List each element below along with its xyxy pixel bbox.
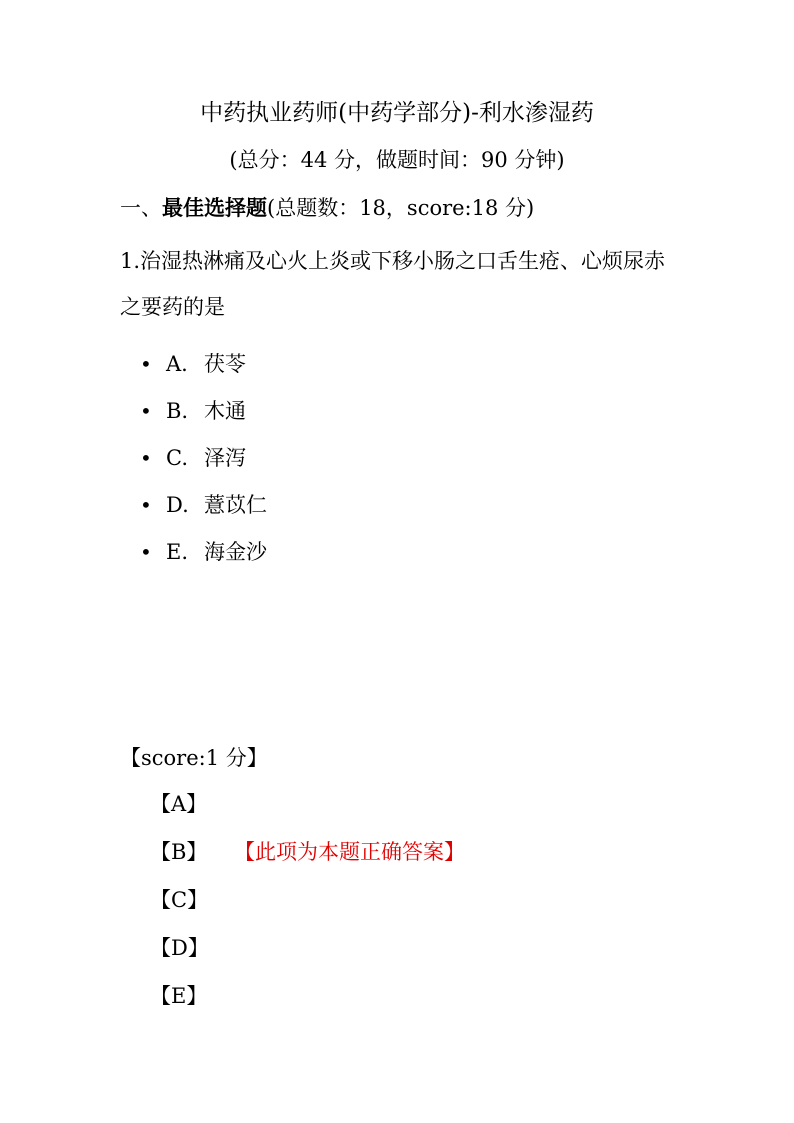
option-letter: A. [166, 352, 188, 376]
option-text: 薏苡仁 [204, 493, 267, 517]
option-text: 木通 [204, 399, 246, 423]
option-text: 泽泻 [204, 446, 246, 470]
bullet-icon: • [140, 493, 152, 517]
doc-title: 中药执业药师(中药学部分)-利水渗湿药 [200, 100, 594, 126]
correct-answer-note: 【此项为本题正确答案】 [234, 840, 465, 864]
bullet-icon: • [140, 446, 152, 470]
bullet-icon: • [140, 399, 152, 423]
option-item [140, 391, 267, 438]
option-item [140, 485, 267, 532]
option-text: 茯苓 [204, 352, 246, 376]
bullet-icon: • [140, 540, 152, 564]
answer-row [150, 980, 465, 1028]
bullet-icon: • [140, 352, 152, 376]
option-item [140, 438, 267, 485]
score-label: 【score:1 分】 [120, 746, 268, 770]
answer-mark: 【D】 [150, 936, 209, 960]
answer-mark: 【B】 [150, 840, 208, 864]
section-info: (总题数：18，score:18 分) [267, 196, 535, 220]
answer-list [150, 788, 465, 1028]
section-heading [120, 192, 534, 224]
section-prefix: 一、 [120, 196, 162, 220]
option-letter: D. [166, 493, 189, 517]
section-name: 最佳选择题 [162, 196, 267, 220]
answer-row [150, 884, 465, 932]
option-letter: C. [166, 446, 188, 470]
option-list [140, 344, 267, 579]
answer-row [150, 836, 465, 884]
option-text: 海金沙 [204, 540, 267, 564]
option-item [140, 532, 267, 579]
answer-mark: 【C】 [150, 888, 209, 912]
answer-mark: 【A】 [150, 792, 208, 816]
question-text: 1.治湿热淋痛及心火上炎或下移小肠之口舌生疮、心烦尿赤之要药的是 [120, 249, 666, 319]
option-letter: E. [166, 540, 189, 564]
option-item [140, 344, 267, 391]
option-letter: B. [166, 399, 189, 423]
answer-row [150, 788, 465, 836]
answer-row [150, 932, 465, 980]
answer-mark: 【E】 [150, 984, 208, 1008]
doc-subtitle: (总分：44 分，做题时间：90 分钟) [229, 148, 565, 172]
